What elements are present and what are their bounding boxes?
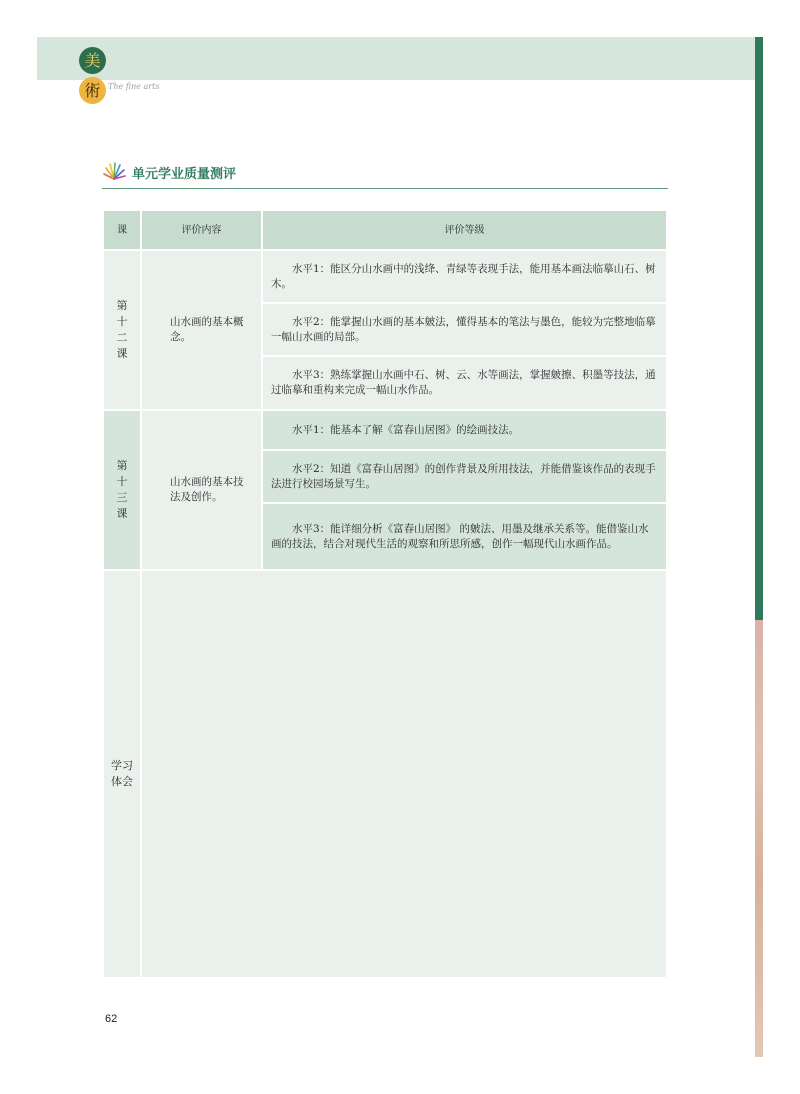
section-title: 单元学业质量测评 [132,167,237,182]
evaluation-content: 山水画的基本概念。 [142,251,261,409]
evaluation-content: 山水画的基本技法及创作。 [142,411,261,569]
section-header [102,160,668,189]
header-cell-content: 评价内容 [142,211,261,249]
fine-arts-logo-top: 美 [79,47,106,74]
reflection-label: 学习体会 [104,571,140,977]
fan-icon [102,162,126,180]
lesson-label: 第十二课 [104,251,140,409]
side-strip-paper [755,620,763,1057]
level-item: 水平1：能区分山水画中的浅绛、青绿等表现手法，能用基本画法临摹山石、树木。 [263,251,666,302]
level-item: 水平2：能掌握山水画的基本皴法，懂得基本的笔法与墨色，能较为完整地临摹一幅山水画的局部。 [263,304,666,355]
header-band [37,37,755,80]
header-subtitle: The fine arts [108,82,160,91]
header-cell-levels: 评价等级 [263,211,666,249]
reflection-writing-area[interactable] [142,571,666,977]
level-item: 水平3：能详细分析《富春山居图》 的皴法、用墨及继承关系等。能借鉴山水画的技法，结合对现代生活的观察和所思所感，创作一幅现代山水画作品。 [263,504,666,569]
page-number: 62 [105,1013,118,1025]
level-item: 水平3：熟练掌握山水画中石、树、云、水等画法，掌握皴擦、积墨等技法，通过临摹和重构来完成一幅山水作品。 [263,357,666,409]
level-item: 水平1：能基本了解《富春山居图》的绘画技法。 [263,411,666,449]
header-cell-lesson: 课 [104,211,140,249]
level-item: 水平2：知道《富春山居图》的创作背景及所用技法，并能借鉴该作品的表现手法进行校园场景写生。 [263,451,666,502]
side-strip-green [755,37,763,620]
lesson-label: 第十三课 [104,411,140,569]
fine-arts-logo-bottom: 術 [79,77,106,104]
